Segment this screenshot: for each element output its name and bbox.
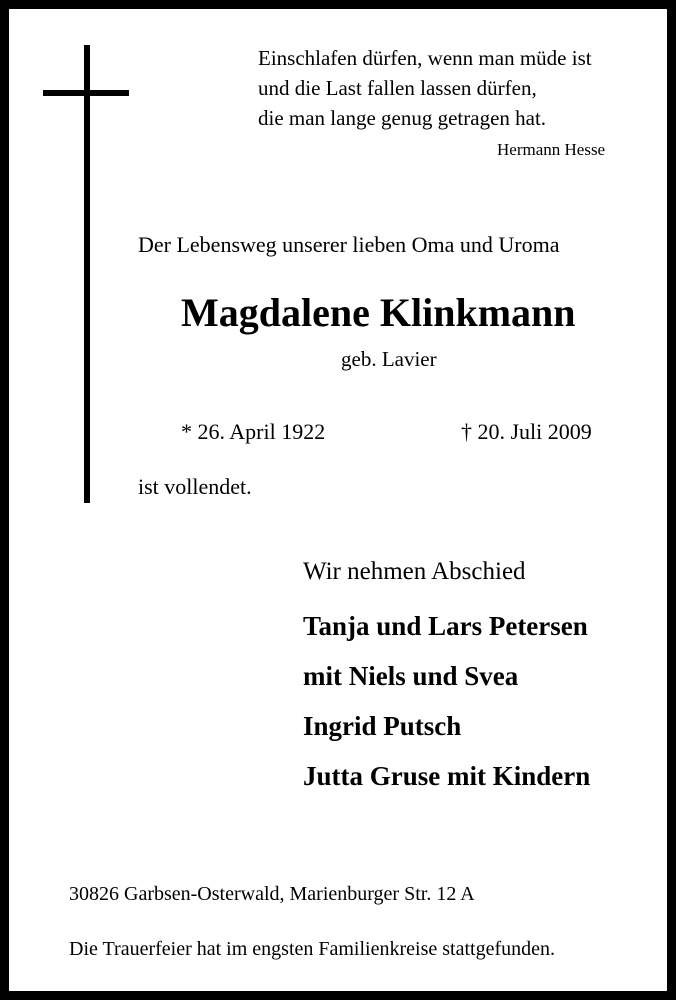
mourner-name: Jutta Gruse mit Kindern [303, 761, 591, 791]
hesse-quote [258, 43, 592, 133]
cross-vertical-bar [84, 45, 90, 503]
farewell-text: Wir nehmen Abschied [303, 558, 526, 585]
deceased-name: Magdalene Klinkmann [181, 290, 576, 335]
mourner-name: mit Niels und Svea [303, 661, 519, 691]
cross-horizontal-bar [43, 90, 129, 96]
mourner-name: Ingrid Putsch [303, 711, 462, 741]
quote-author: Hermann Hesse [497, 140, 606, 159]
quote-line: Einschlafen dürfen, wenn man müde ist [258, 46, 592, 70]
quote-line: und die Last fallen lassen dürfen, [258, 76, 537, 100]
completed-text: ist vollendet. [138, 474, 252, 499]
quote-line: die man lange genug getragen hat. [258, 106, 547, 130]
address-line: 30826 Garbsen-Osterwald, Marienburger Str. 12 A [69, 883, 475, 905]
mourner-name: Tanja und Lars Petersen [303, 611, 588, 641]
maiden-name: geb. Lavier [341, 347, 437, 371]
mourners-list [303, 601, 590, 801]
ceremony-note: Die Trauerfeier hat im engsten Familienkreise stattgefunden. [69, 938, 555, 960]
death-date: † 20. Juli 2009 [461, 419, 592, 444]
intro-text: Der Lebensweg unserer lieben Oma und Uroma [138, 232, 560, 257]
birth-date: * 26. April 1922 [181, 419, 326, 444]
